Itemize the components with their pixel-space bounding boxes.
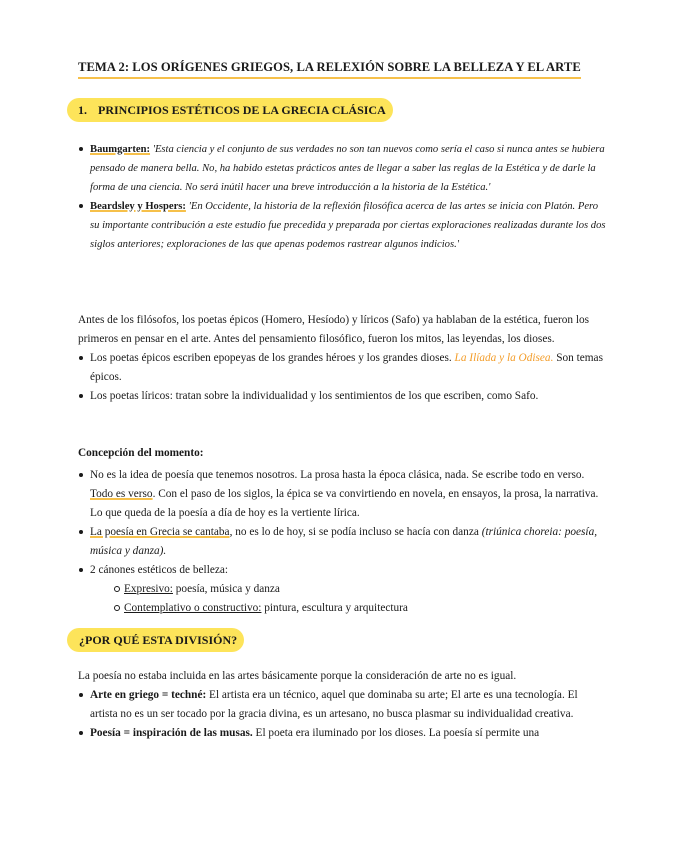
bold-term: Poesía = inspiración de las musas.: [90, 727, 253, 739]
list-text: El artista era un técnico, aquel que dominaba su arte; El arte es una tecnología. El artista no es un ser tocado por la gracia divina, es un artesano, no busca plasmar su individualidad creativa.: [90, 689, 578, 720]
canon-text: pintura, escultura y arquitectura: [261, 602, 408, 614]
list-text: Son temas épicos.: [90, 352, 603, 383]
document-title: TEMA 2: LOS ORÍGENES GRIEGOS, LA RELEXIÓN SOBRE LA BELLEZA Y EL ARTE: [78, 60, 581, 79]
list-text: No es la idea de poesía que tenemos nosotros. La prosa hasta la época clásica, nada. Se escribe todo en verso.: [90, 469, 585, 481]
list-text: 2 cánones estéticos de belleza:: [90, 564, 229, 576]
highlighted-works: La Ilíada y la Odisea.: [454, 352, 554, 364]
italic-text: (triúnica choreia: poesía, música y danza).: [90, 526, 598, 557]
section-label: PRINCIPIOS ESTÉTICOS DE LA GRECIA CLÁSICA: [98, 103, 386, 117]
list-text: , no es lo de hoy, si se podía incluso se hacía con danza: [229, 526, 482, 538]
marked-text: Todo es verso: [90, 488, 153, 500]
list-text: El poeta era iluminado por los dioses. La poesía sí permite una: [252, 727, 540, 739]
list-item: [78, 523, 608, 561]
concepcion-block: [78, 444, 608, 618]
division-block: [78, 667, 608, 743]
quote-item: [78, 197, 608, 254]
sublist-item: [90, 599, 608, 618]
intro-paragraph: Antes de los filósofos, los poetas épicos (Homero, Hesíodo) y líricos (Safo) ya hablaban de la estética, fueron los primeros en pensar en el arte. Antes del pensamiento filosófico, fueron los mitos, las leyendas, los dioses.: [78, 314, 590, 345]
list-item: Los poetas líricos: tratan sobre la individualidad y los sentimientos de los que escriben, como Safo.: [78, 387, 608, 406]
quotes-list: [78, 140, 608, 254]
quote-text: 'Esta ciencia y el conjunto de sus verdades no son tan nuevos como sería el caso si nunca antes se hubiera pensado de manera bella. No, ha habido estetas prácticos antes de llegar a saber las reglas de la Estética y de darle la forma de una ciencia. No será inútil hacer una breve introducción a la historia de la Estética.': [90, 144, 605, 193]
intro-block: [78, 311, 608, 406]
list-item: [78, 724, 608, 743]
quote-author: Beardsley y Hospers:: [90, 201, 186, 212]
quote-item: [78, 140, 608, 197]
marked-text: La poesía en Grecia se cantaba: [90, 526, 230, 538]
list-text: . Con el paso de los siglos, la épica se va convirtiendo en novela, en ensayos, la prosa, la narrativa. Lo que queda de la poesía a día de hoy es la vertiente lírica.: [90, 488, 599, 519]
list-item: [78, 349, 608, 387]
division-paragraph: La poesía no estaba incluida en las artes básicamente porque la consideración de arte no es igual.: [78, 670, 517, 682]
bold-term: Arte en griego = techné:: [90, 689, 207, 701]
quote-author: Baumgarten:: [90, 144, 151, 155]
section-heading-principios: [67, 98, 393, 122]
list-item: [78, 466, 608, 523]
section-number: 1.: [78, 103, 87, 117]
list-item: [78, 561, 608, 618]
subheading: Concepción del momento:: [78, 447, 204, 459]
canon-label: Expresivo:: [124, 583, 173, 595]
quote-text: 'En Occidente, la historia de la reflexión filosófica acerca de las artes se inicia con Platón. Pero su importante contribución a este estudio fue precedida y preparada por ciertas exploraciones realizadas durante los dos siglos anteriores; exploraciones de las que apenas podemos rastrear algunos indicios.': [90, 201, 606, 250]
list-item: [78, 686, 608, 724]
list-text: Los poetas épicos escriben epopeyas de los grandes héroes y los grandes dioses.: [90, 352, 455, 364]
sublist-item: [90, 580, 608, 599]
canon-label: Contemplativo o constructivo:: [124, 602, 262, 614]
canon-text: poesía, música y danza: [172, 583, 280, 595]
section-heading-division: ¿POR QUÉ ESTA DIVISIÓN?: [67, 628, 244, 652]
